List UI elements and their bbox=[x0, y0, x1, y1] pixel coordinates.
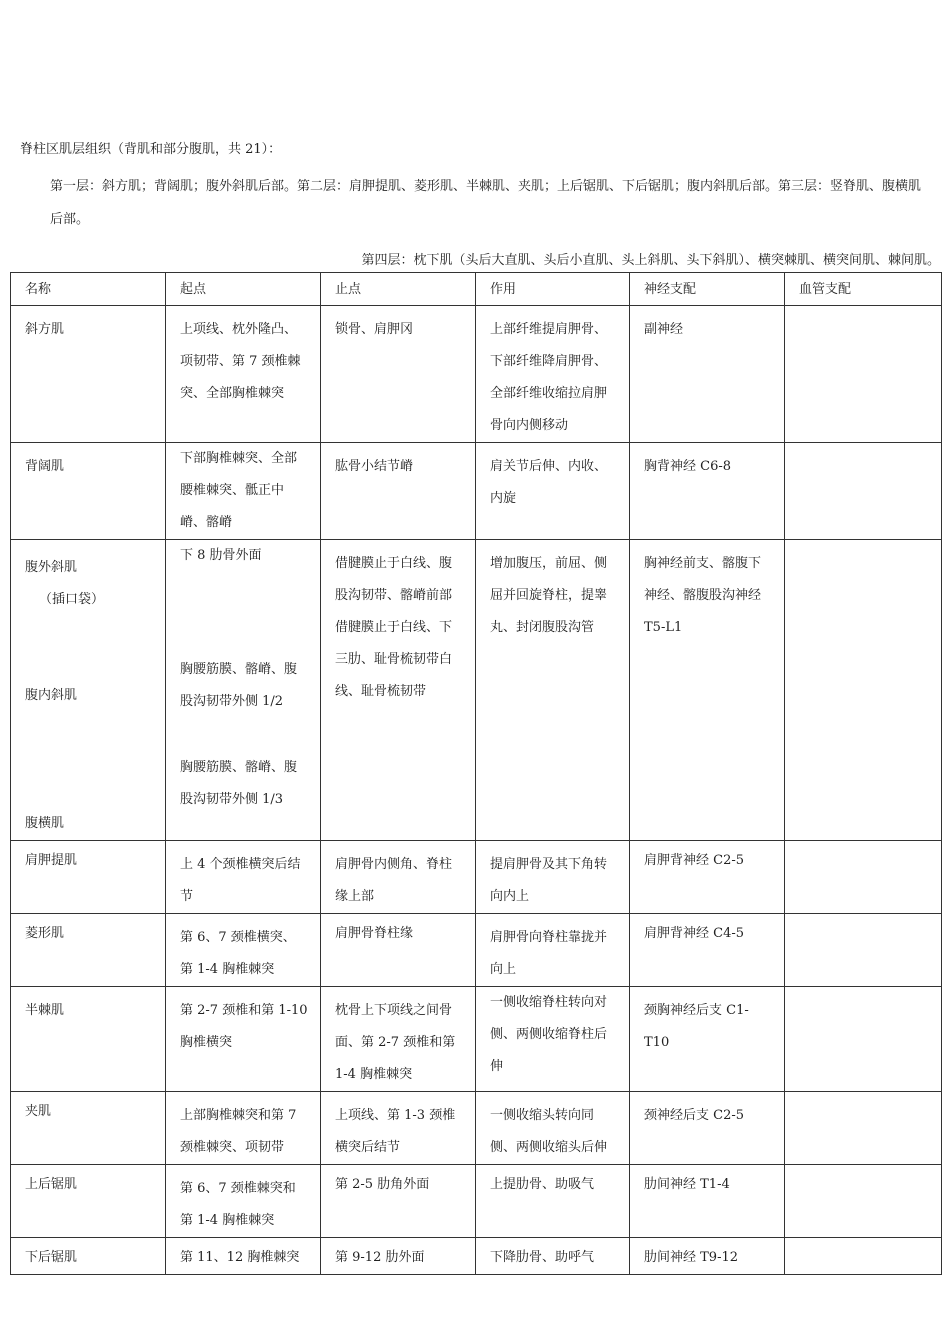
cell-insertion: 第 2-5 肋角外面 bbox=[321, 1165, 476, 1238]
cell-insertion: 锁骨、肩胛冈 bbox=[321, 306, 476, 443]
cell-nerve: 颈神经后支 C2-5 bbox=[630, 1092, 785, 1165]
cell-action: 上部纤维提肩胛骨、下部纤维降肩胛骨、全部纤维收缩拉肩胛骨向内侧移动 bbox=[476, 306, 630, 443]
cell-origin: 上部胸椎棘突和第 7 颈椎棘突、项韧带 bbox=[166, 1092, 321, 1165]
cell-action: 一侧收缩头转向同侧、两侧收缩头后伸 bbox=[476, 1092, 630, 1165]
muscle-note: （插口袋） bbox=[39, 592, 105, 607]
cell-action: 增加腹压，前屈、侧屈并回旋脊柱，提睾丸、封闭腹股沟管 bbox=[476, 540, 630, 841]
table-row bbox=[11, 1165, 942, 1238]
cell-name: 肩胛提肌 bbox=[11, 841, 166, 914]
table-header-row bbox=[11, 273, 942, 306]
origin-internal-oblique: 胸腰筋膜、髂嵴、腹股沟韧带外侧 1/2 bbox=[180, 662, 298, 709]
header-name: 名称 bbox=[11, 273, 166, 306]
cell-name: 上后锯肌 bbox=[11, 1165, 166, 1238]
cell-action: 下降肋骨、助呼气 bbox=[476, 1238, 630, 1275]
cell-insertion: 肩胛骨内侧角、脊柱缘上部 bbox=[321, 841, 476, 914]
header-action: 作用 bbox=[476, 273, 630, 306]
muscle-name-external-oblique: 腹外斜肌 bbox=[25, 560, 78, 575]
muscle-name-transversus: 腹横肌 bbox=[25, 816, 65, 831]
cell-insertion: 第 9-12 肋外面 bbox=[321, 1238, 476, 1275]
document-intro: 脊柱区肌层组织（背肌和部分腹肌，共 21）： bbox=[20, 142, 282, 157]
cell-insertion: 枕骨上下项线之间骨面、第 2-7 颈椎和第 1-4 胸椎棘突 bbox=[321, 987, 476, 1092]
cell-vessel bbox=[785, 1165, 942, 1238]
cell-name-group bbox=[11, 540, 166, 841]
cell-action: 上提肋骨、助吸气 bbox=[476, 1165, 630, 1238]
cell-origin-group bbox=[166, 540, 321, 841]
header-vessel: 血管支配 bbox=[785, 273, 942, 306]
cell-origin: 第 11、12 胸椎棘突 bbox=[166, 1238, 321, 1275]
cell-nerve: 肩胛背神经 C2-5 bbox=[630, 841, 785, 914]
origin-transversus: 胸腰筋膜、髂嵴、腹股沟韧带外侧 1/3 bbox=[180, 760, 298, 807]
cell-nerve: 胸神经前支、髂腹下神经、髂腹股沟神经 T5-L1 bbox=[630, 540, 785, 841]
cell-name: 夹肌 bbox=[11, 1092, 166, 1165]
cell-nerve: 颈胸神经后支 C1-T10 bbox=[630, 987, 785, 1092]
cell-vessel bbox=[785, 1238, 942, 1275]
layers-1-3-paragraph: 第一层：斜方肌；背阔肌；腹外斜肌后部。第二层：肩胛提肌、菱形肌、半棘肌、夹肌；上后锯肌、下后锯肌；腹内斜肌后部。第三层：竖脊肌、腹横肌后部。 bbox=[50, 179, 922, 227]
table-row bbox=[11, 1238, 942, 1275]
cell-origin: 第 6、7 颈椎横突、第 1-4 胸椎棘突 bbox=[166, 914, 321, 987]
cell-vessel bbox=[785, 306, 942, 443]
cell-vessel bbox=[785, 914, 942, 987]
muscle-name-internal-oblique: 腹内斜肌 bbox=[25, 688, 78, 703]
table-row bbox=[11, 1092, 942, 1165]
cell-origin: 上项线、枕外隆凸、项韧带、第 7 颈椎棘突、全部胸椎棘突 bbox=[166, 306, 321, 443]
table-row bbox=[11, 443, 942, 540]
table-row bbox=[11, 914, 942, 987]
cell-name: 菱形肌 bbox=[11, 914, 166, 987]
cell-name: 半棘肌 bbox=[11, 987, 166, 1092]
cell-nerve: 肋间神经 T1-4 bbox=[630, 1165, 785, 1238]
cell-vessel bbox=[785, 1092, 942, 1165]
cell-action: 肩关节后伸、内收、内旋 bbox=[476, 443, 630, 540]
header-origin: 起点 bbox=[166, 273, 321, 306]
cell-name: 背阔肌 bbox=[11, 443, 166, 540]
layer-4-paragraph: 第四层：枕下肌（头后大直肌、头后小直肌、头上斜肌、头下斜肌）、横突棘肌、横突间肌、棘间肌。 bbox=[361, 253, 940, 268]
cell-insertion: 肱骨小结节嵴 bbox=[321, 443, 476, 540]
cell-nerve: 副神经 bbox=[630, 306, 785, 443]
cell-action: 提肩胛骨及其下角转向内上 bbox=[476, 841, 630, 914]
cell-action: 一侧收缩脊柱转向对侧、两侧收缩脊柱后伸 bbox=[476, 987, 630, 1092]
cell-insertion: 上项线、第 1-3 颈椎横突后结节 bbox=[321, 1092, 476, 1165]
cell-insertion: 借腱膜止于白线、腹股沟韧带、髂嵴前部借腱膜止于白线、下三肋、耻骨梳韧带白线、耻骨梳韧带 bbox=[321, 540, 476, 841]
header-insertion: 止点 bbox=[321, 273, 476, 306]
cell-nerve: 肩胛背神经 C4-5 bbox=[630, 914, 785, 987]
cell-vessel bbox=[785, 443, 942, 540]
cell-origin: 第 6、7 颈椎棘突和第 1-4 胸椎棘突 bbox=[166, 1165, 321, 1238]
table-row bbox=[11, 841, 942, 914]
table-row bbox=[11, 306, 942, 443]
header-nerve: 神经支配 bbox=[630, 273, 785, 306]
table-row bbox=[11, 540, 942, 841]
cell-name: 下后锯肌 bbox=[11, 1238, 166, 1275]
cell-nerve: 肋间神经 T9-12 bbox=[630, 1238, 785, 1275]
table-row bbox=[11, 987, 942, 1092]
cell-origin: 第 2-7 颈椎和第 1-10 胸椎横突 bbox=[166, 987, 321, 1092]
cell-vessel bbox=[785, 841, 942, 914]
origin-external-oblique: 下 8 肋骨外面 bbox=[180, 548, 262, 563]
cell-vessel bbox=[785, 987, 942, 1092]
cell-action: 肩胛骨向脊柱靠拢并向上 bbox=[476, 914, 630, 987]
cell-origin: 下部胸椎棘突、全部腰椎棘突、骶正中嵴、髂嵴 bbox=[166, 443, 321, 540]
cell-origin: 上 4 个颈椎横突后结节 bbox=[166, 841, 321, 914]
cell-insertion: 肩胛骨脊柱缘 bbox=[321, 914, 476, 987]
muscle-table bbox=[10, 272, 942, 1275]
cell-vessel bbox=[785, 540, 942, 841]
cell-nerve: 胸背神经 C6-8 bbox=[630, 443, 785, 540]
cell-name: 斜方肌 bbox=[11, 306, 166, 443]
